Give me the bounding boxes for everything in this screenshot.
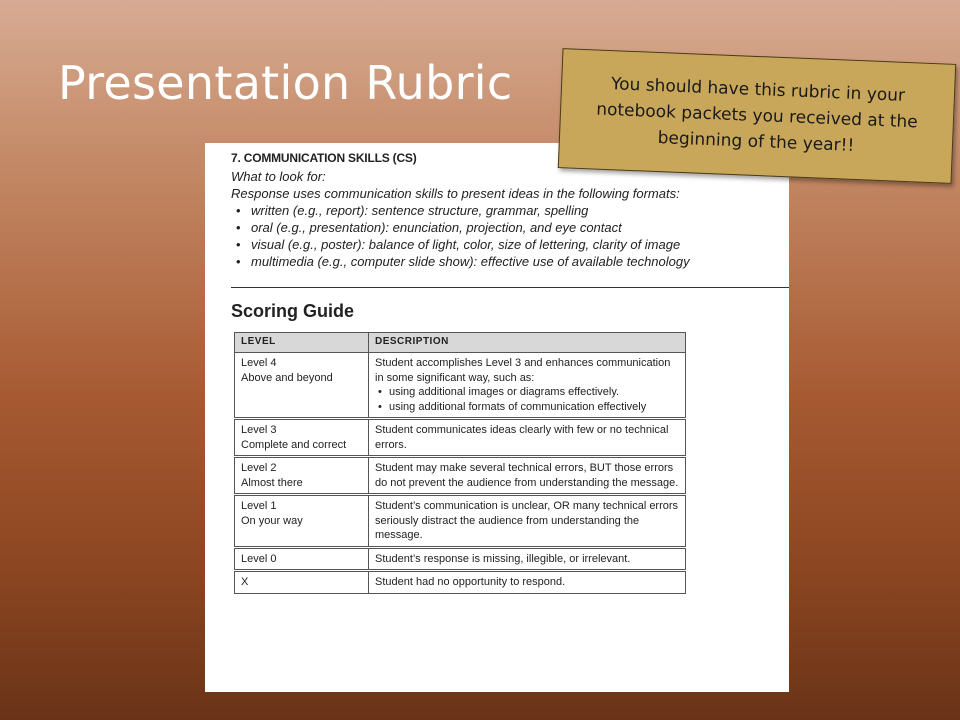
description-cell: Student’s communication is unclear, OR many technical errors seriously distract the audience from understanding the message. — [369, 495, 686, 548]
level-sublabel: Almost there — [241, 476, 303, 489]
format-item-oral: • oral (e.g., presentation): enunciation, projection, and eye contact — [231, 219, 787, 236]
description-cell — [369, 353, 686, 419]
section-title: 7. COMMUNICATION SKILLS (CS) — [231, 151, 417, 165]
header-description: DESCRIPTION — [369, 333, 686, 353]
level-sublabel: On your way — [241, 514, 303, 527]
description-cell: Student may make several technical errors, BUT those errors do not prevent the audience from understanding the message. — [369, 457, 686, 495]
level-label: Level 3 — [241, 424, 277, 436]
format-item-written: • written (e.g., report): sentence structure, grammar, spelling — [231, 202, 787, 219]
intro-text: Response uses communication skills to present ideas in the following formats: — [231, 186, 680, 201]
level-sublabel: Complete and correct — [241, 438, 347, 451]
look-for-label: What to look for: — [231, 169, 326, 184]
table-row — [235, 495, 686, 548]
level-cell — [235, 571, 369, 594]
description-bullet: • using additional images or diagrams effectively. — [375, 385, 679, 400]
level-label: Level 1 — [241, 500, 277, 512]
description-cell: Student communicates ideas clearly with few or no technical errors. — [369, 419, 686, 457]
formats-list — [231, 202, 787, 270]
table-row — [235, 571, 686, 594]
level-cell — [235, 547, 369, 571]
scoring-guide-title: Scoring Guide — [231, 301, 355, 321]
table-row — [235, 457, 686, 495]
description-cell: Student had no opportunity to respond. — [369, 571, 686, 594]
reminder-text: You should have this rubric in your notebook packets you received at the beginning of the year!! — [595, 74, 919, 156]
description-cell: Student’s response is missing, illegible, or irrelevant. — [369, 547, 686, 571]
description-text: Student accomplishes Level 3 and enhances communication in some significant way, such as: — [375, 357, 671, 384]
table-row — [235, 353, 686, 419]
description-bullet: • using additional formats of communication effectively — [375, 400, 679, 415]
level-cell — [235, 457, 369, 495]
reminder-callout — [558, 48, 956, 184]
level-label: Level 4 — [241, 357, 277, 369]
description-bullets — [375, 385, 679, 414]
divider — [231, 287, 789, 288]
scoring-table — [234, 332, 686, 594]
slide-title: Presentation Rubric — [58, 56, 513, 110]
level-sublabel: Above and beyond — [241, 371, 333, 384]
header-level: LEVEL — [235, 333, 369, 353]
table-row — [235, 419, 686, 457]
level-label: X — [241, 576, 249, 588]
level-label: Level 2 — [241, 462, 277, 474]
level-cell — [235, 495, 369, 548]
format-item-visual: • visual (e.g., poster): balance of light, color, size of lettering, clarity of image — [231, 236, 787, 253]
format-item-multimedia: • multimedia (e.g., computer slide show): effective use of available technology — [231, 253, 787, 270]
level-label: Level 0 — [241, 552, 277, 565]
table-row — [235, 547, 686, 571]
level-cell — [235, 353, 369, 419]
rubric-document — [205, 143, 789, 692]
table-header-row — [235, 333, 686, 353]
level-cell — [235, 419, 369, 457]
